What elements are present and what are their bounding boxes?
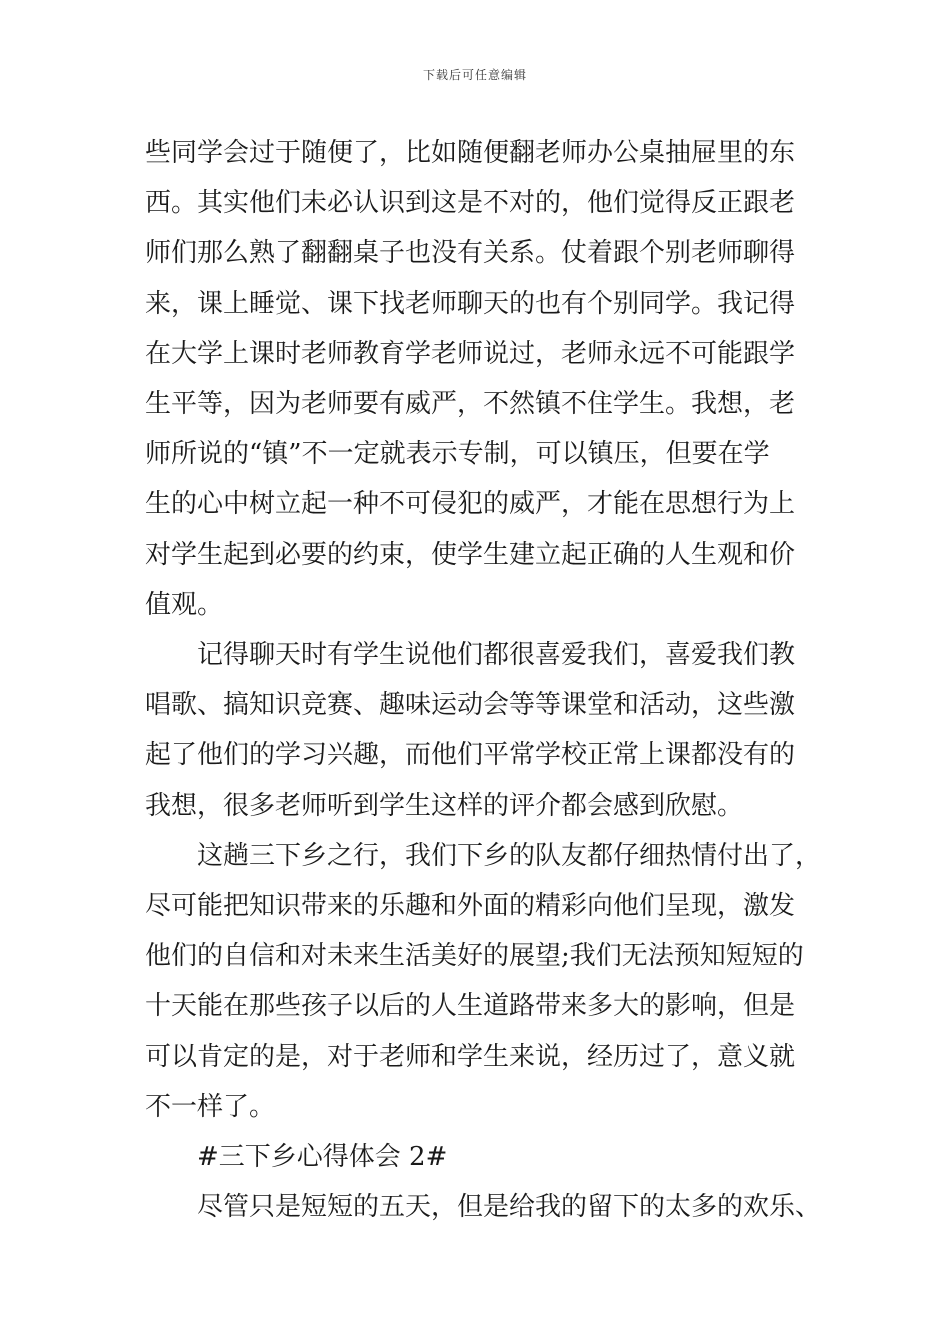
text-line: 十天能在那些孩子以后的人生道路带来多大的影响，但是 <box>145 991 796 1022</box>
text-line: 生的心中树立起一种不可侵犯的威严，才能在思想行为上 <box>145 489 796 520</box>
text-line: 可以肯定的是，对于老师和学生来说，经历过了，意义就 <box>145 1041 796 1072</box>
page-header: 下载后可任意编辑 <box>422 68 527 82</box>
text-line: #三下乡心得体会 2# <box>197 1142 448 1173</box>
text-line: 起了他们的学习兴趣，而他们平常学校正常上课都没有的 <box>145 740 796 771</box>
text-line: 些同学会过于随便了，比如随便翻老师办公桌抽屉里的东 <box>145 138 796 168</box>
text-line: 来，课上睡觉、课下找老师聊天的也有个别同学。我记得 <box>145 288 796 319</box>
text-line: 尽管只是短短的五天，但是给我的留下的太多的欢乐、 <box>197 1192 822 1223</box>
paragraph <box>145 128 835 630</box>
text-line: 尽可能把知识带来的乐趣和外面的精彩向他们呈现，激发 <box>145 891 796 922</box>
text-line: 生平等，因为老师要有威严，不然镇不住学生。我想，老 <box>145 389 796 420</box>
text-line: 对学生起到必要的约束，使学生建立起正确的人生观和价 <box>145 539 796 570</box>
text-line: 西。其实他们未必认识到这是不对的，他们觉得反正跟老 <box>145 188 796 219</box>
text-line: 在大学上课时老师教育学老师说过，老师永远不可能跟学 <box>145 338 796 369</box>
paragraph <box>145 831 835 1132</box>
paragraph <box>145 1132 835 1182</box>
text-line: 我想，很多老师听到学生这样的评介都会感到欣慰。 <box>145 790 744 821</box>
text-line: 他们的自信和对未来生活美好的展望;我们无法预知短短的 <box>145 941 804 972</box>
text-line: 不一样了。 <box>145 1091 276 1122</box>
paragraph <box>145 630 835 831</box>
document-body <box>145 128 835 1232</box>
text-line: 这趟三下乡之行，我们下乡的队友都仔细热情付出了， <box>197 840 822 871</box>
paragraph <box>145 1182 835 1232</box>
text-line: 记得聊天时有学生说他们都很喜爱我们，喜爱我们教 <box>197 640 796 671</box>
text-line: 师所说的“镇”不一定就表示专制，可以镇压，但要在学 <box>145 439 770 470</box>
text-line: 唱歌、搞知识竞赛、趣味运动会等等课堂和活动，这些激 <box>145 690 796 721</box>
text-line: 师们那么熟了翻翻桌子也没有关系。仗着跟个别老师聊得 <box>145 238 796 269</box>
text-line: 值观。 <box>145 589 224 620</box>
